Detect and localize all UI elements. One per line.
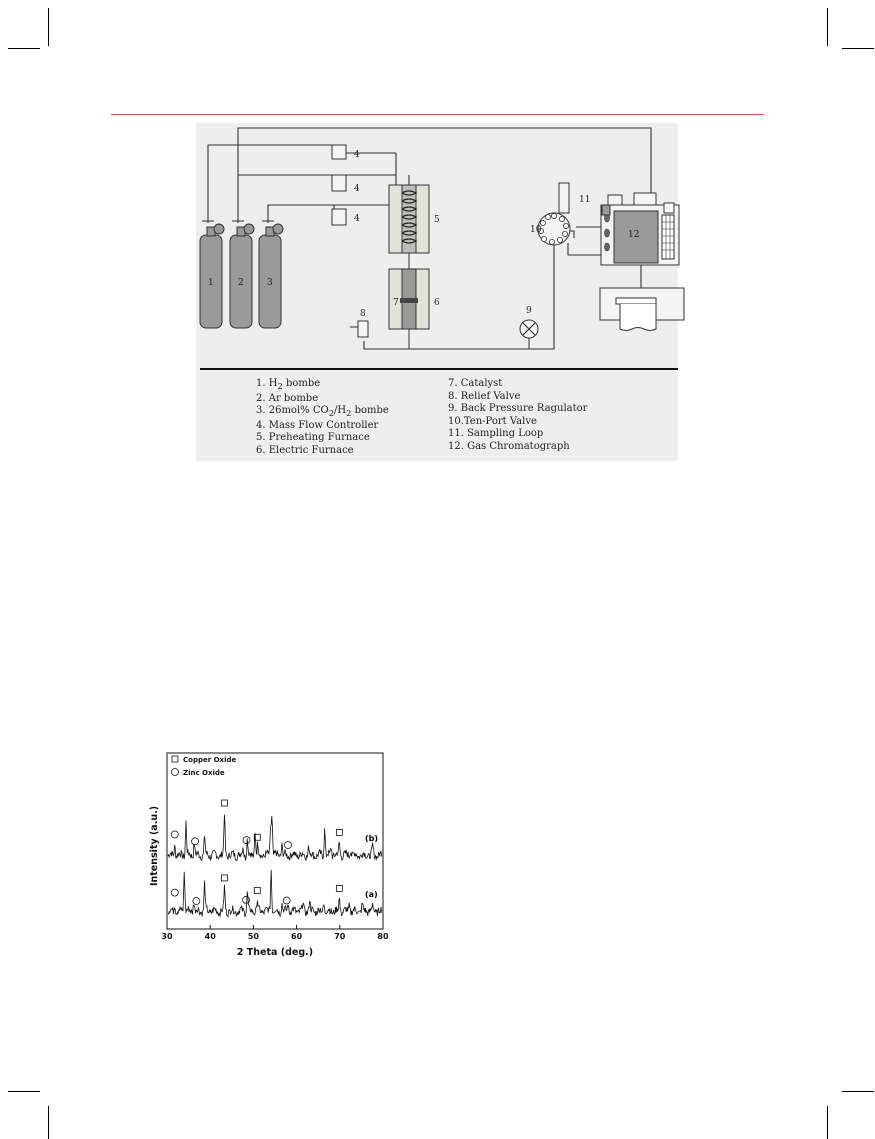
line-co2 — [268, 205, 334, 223]
regulator-1 — [214, 224, 224, 234]
y-axis-label: Intensity (a.u.) — [149, 805, 160, 887]
label-1: 1 — [208, 278, 214, 288]
x-tick-label: 80 — [377, 932, 389, 941]
label-4c: 4 — [354, 214, 360, 224]
xrd-chart — [145, 751, 389, 958]
legend-left — [256, 378, 389, 458]
label-7: 7 — [393, 298, 399, 308]
legend-copper-oxide: Copper Oxide — [183, 756, 237, 764]
x-tick-label: 40 — [204, 932, 216, 941]
line-gc-in — [576, 223, 601, 227]
legend-item-11: 11. Sampling Loop — [448, 428, 544, 440]
legend-item-10: 10.Ten-Port Valve — [448, 415, 537, 427]
label-10: 10 — [530, 225, 542, 235]
label-12: 12 — [628, 230, 640, 240]
legend-item-1: 1. $H_2$ bombe — [256, 378, 321, 391]
relief-valve — [358, 321, 368, 337]
x-tick-label: 60 — [291, 932, 303, 941]
mfc-1 — [332, 145, 346, 159]
crop-mark — [842, 1091, 874, 1092]
x-tick-label: 70 — [334, 932, 346, 941]
regulator-3 — [273, 224, 283, 234]
series-label: (a) — [365, 890, 378, 899]
sampling-loop — [559, 183, 569, 213]
legend-item-8: 8. Relief Valve — [448, 390, 521, 402]
x-tick-label: 50 — [247, 932, 259, 941]
label-6: 6 — [434, 298, 440, 308]
line-gc-out — [568, 243, 601, 255]
xrd-svg — [145, 751, 389, 958]
line-h2 — [208, 145, 334, 223]
crop-mark — [48, 8, 49, 46]
label-9: 9 — [526, 306, 532, 316]
label-2: 2 — [238, 278, 244, 288]
gc-keypad-icon — [662, 215, 674, 259]
x-axis-label: 2 Theta (deg.) — [236, 947, 314, 958]
label-4a: 4 — [354, 150, 360, 160]
label-4b: 4 — [354, 184, 360, 194]
apparatus-diagram — [196, 123, 678, 461]
paper-icon — [620, 304, 656, 331]
catalyst-bed — [400, 298, 418, 303]
crop-mark — [827, 8, 828, 46]
header-rule — [111, 114, 764, 115]
legend-item-6: 6. Electric Furnace — [256, 444, 354, 456]
regulator-2 — [244, 224, 254, 234]
crop-mark — [8, 48, 40, 49]
crop-mark — [48, 1106, 49, 1139]
crop-mark — [827, 1106, 828, 1139]
label-3: 3 — [267, 278, 273, 288]
legend-item-4: 4. Mass Flow Controller — [256, 419, 379, 431]
legend-item-9: 9. Back Pressure Ragulator — [448, 403, 588, 415]
label-5: 5 — [434, 215, 440, 225]
legend-item-3: 3. 26mol% $CO_2/H_2$ bombe — [256, 405, 389, 419]
crop-mark — [8, 1091, 40, 1092]
mfc-2 — [332, 175, 346, 191]
legend-zinc-oxide: Zinc Oxide — [183, 769, 225, 777]
label-8: 8 — [360, 309, 366, 319]
legend-item-12: 12. Gas Chromatograph — [448, 440, 570, 452]
legend-item-2: 2. Ar bombe — [256, 392, 319, 404]
series-label: (b) — [365, 834, 379, 843]
legend-item-5: 5. Preheating Furnace — [256, 432, 370, 444]
legend-right — [448, 378, 587, 454]
crop-mark — [842, 48, 874, 49]
x-tick-label: 30 — [161, 932, 173, 941]
label-11: 11 — [579, 195, 591, 205]
legend-item-7: 7. Catalyst — [448, 378, 503, 389]
mfc-3 — [332, 209, 346, 225]
